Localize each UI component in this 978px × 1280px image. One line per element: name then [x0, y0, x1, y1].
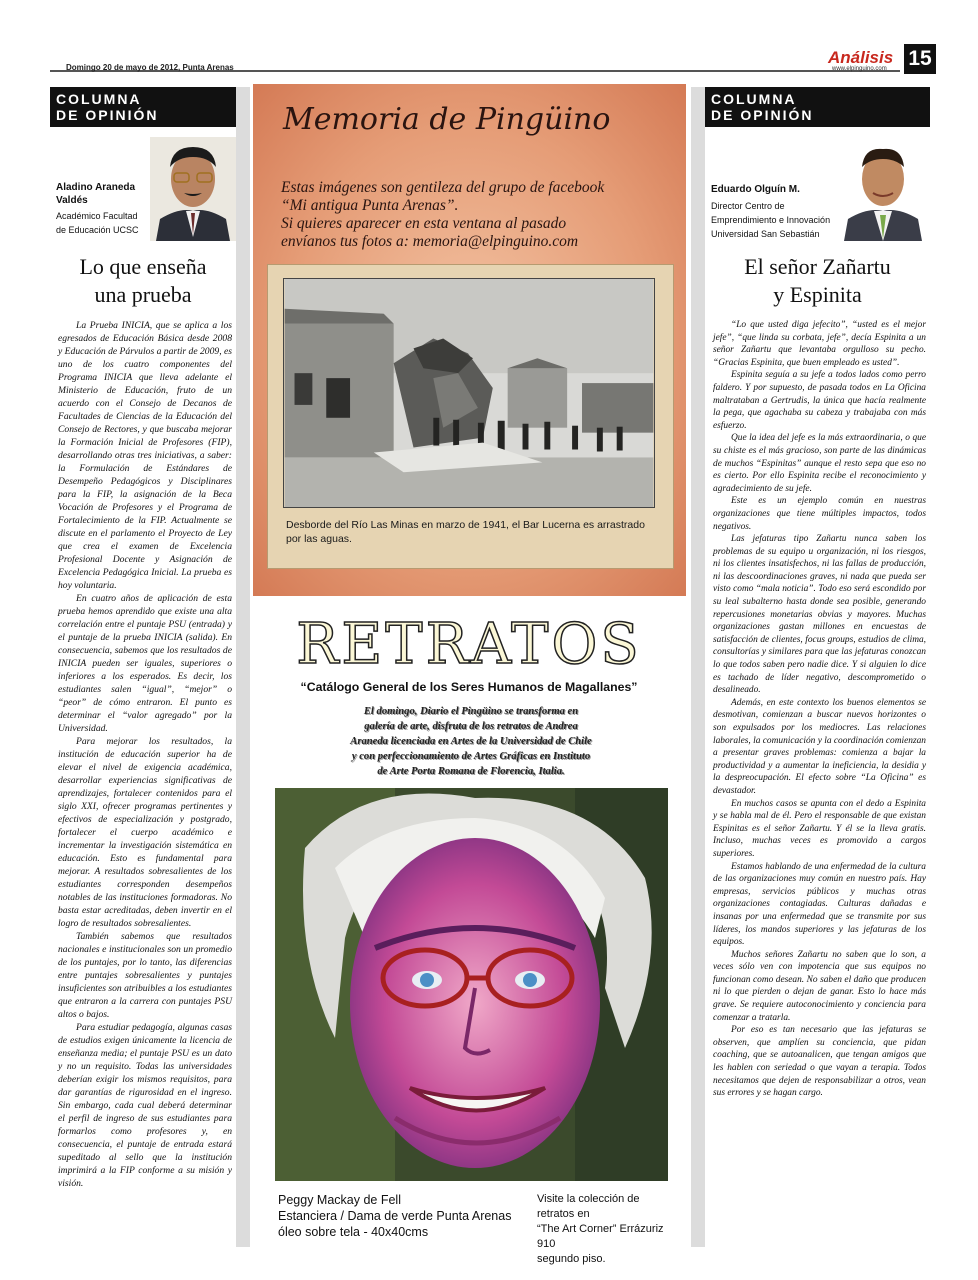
visit-caption-line: “The Art Corner” Errázuriz 910 [537, 1223, 664, 1250]
retratos-description [296, 704, 646, 779]
memoria-intro-line: envíanos tus fotos a: memoria@elpinguino.com [281, 233, 579, 250]
article-paragraph: También sabemos que resultados nacionales e institucionales son un promedio de los puntajes, por lo tanto, las diferencias entre puntajes sobresalientes y puntajes insuficientes son atribuibles a los estudiantes que entraron a la carrera con puntajes PSU altos o bajos. [58, 931, 233, 1020]
portrait-caption-line: Estanciera / Dama de verde Punta Arenas [278, 1209, 512, 1223]
right-author-photo [840, 137, 926, 241]
section-label-line: DE OPINIÓN [56, 107, 159, 123]
retratos-desc-line: y con perfeccionamiento de Artes Gráficas en Instituto [351, 751, 591, 762]
left-column-band [236, 87, 250, 1247]
left-opinion-column [50, 87, 236, 1247]
left-section-label [50, 87, 236, 127]
visit-caption-line: segundo piso. [537, 1253, 606, 1265]
brand-url[interactable]: www.elpinguino.com [832, 66, 887, 72]
painted-portrait [275, 788, 668, 1181]
old-photo-frame [267, 264, 674, 569]
right-author-name: Eduardo Olguín M. [711, 184, 800, 195]
section-label-line: DE OPINIÓN [711, 107, 814, 123]
right-headline [705, 253, 930, 309]
retratos-subtitle: “Catálogo General de los Seres Humanos de Magallanes” [300, 680, 638, 694]
left-headline [50, 253, 236, 309]
visit-caption-line: Visite la colección de retratos en [537, 1193, 640, 1220]
retratos-desc-line: galería de arte, disfruta de los retratos de Andrea [364, 721, 578, 732]
author-role-line: Académico Facultad [56, 211, 138, 221]
section-label-line: COLUMNA [711, 91, 797, 107]
left-author-name [56, 181, 156, 207]
article-paragraph: En muchos casos se apunta con el dedo a Espinita y se habla mal de él. Pero el responsable de que existan Espinitas es el señor Zañartu. Y él se la lleva gratis. Incluso, muchas veces es promovido a cargos superiores. [713, 798, 926, 859]
author-role-line: Emprendimiento e Innovación [711, 215, 831, 225]
article-paragraph: “Lo que usted diga jefecito”, “usted es el mejor jefe”, “que linda su corbata, jefe”, decía Espinita a un señor Zañartu que levantaba orgulloso su pecho. “Gracias Espinita, que buen empleado es usted”. [713, 320, 926, 368]
memoria-intro-line: “Mi antigua Punta Arenas”. [281, 197, 459, 214]
right-column-band [691, 87, 705, 1247]
retratos-desc-line: El domingo, Diario el Pingüino se transforma en [363, 706, 579, 717]
left-author-photo [150, 137, 236, 241]
article-paragraph: Las jefaturas tipo Zañartu nunca saben los problemas de su equipo u organización, ni los riesgos, ni los clientes insatisfechos, ni las fallas de producción, ni las descoordinaciones graves, ni nada que pueda ser visto como “mala noticia”. Todo eso será escondido por su leal subalterno hasta donde sea posible, generando repercusiones monetarias obvias y mayores. Muchas organizaciones gastan millones en encuestas de satisfacción de clientes, focus groups, estudios de clima, consultorías y similares para que las jefaturas conozcan lo que todos saben pero nadie dice. Y si alguien lo dice es tachado de líder negativo, descomprometido o desalineado. [713, 534, 926, 696]
article-paragraph: Para estudiar pedagogía, algunas casas de estudios exigen únicamente la licencia de enseñanza media; el puntaje PSU es un dato y no un requisito. Todas las universidades deberían exigir los mismos requisitos, para dar garantías de rigurosidad en el ingreso. Sin embargo, cada cual deberá determinar el perfil de ingreso de sus estudiantes para formarlos como profesores y, en consecuencia, el puntaje de entrada estará supeditado al sello que la institución imprimirá a la FIP conforme a su misión y visión. [58, 1022, 232, 1189]
article-paragraph: Este es un ejemplo común en nuestras organizaciones que tiene múltiples impactos, todos negativos. [713, 496, 926, 532]
right-author-block [705, 131, 930, 249]
left-author-block [50, 131, 236, 249]
right-author-role [711, 199, 841, 241]
headline-line: El señor Zañartu [744, 254, 891, 279]
memoria-intro-line: Si quieres aparecer en esta ventana al pasado [281, 215, 567, 232]
page-number: 15 [904, 44, 936, 74]
header-date: Domingo 20 de mayo de 2012, Punta Arenas [66, 63, 234, 72]
article-paragraph: Espinita seguía a su jefe a todos lados como perro faldero. Y por supuesto, de pasada todos en La Oficina maltrataban a Gertrudis, la única que hacía realmente la pega, que agachaba su cabeza y trabajaba con más esfuerzo. [713, 370, 926, 431]
article-paragraph: En cuatro años de aplicación de esta prueba hemos aprendido que existe una alta correlación entre el puntaje PSU (entrada) y el puntaje de la prueba INICIA (salida). En consecuencia, sabemos que los resultados de INICIA pueden ser iguales, superiores o inferiores a los esperados. Es decir, los estudiantes salen “igual”, “mejor” o “peor” de cómo entraron. El punto es determinar el “valor agregado” por la Universidad. [58, 593, 232, 734]
right-article-body [705, 319, 930, 1100]
article-paragraph: Para mejorar los resultados, la institución de educación superior ha de elevar el nivel de exigencia académica, desarrollar experiencias significativas de aprendizajes, fortalecer contenidos para el siglo XXI, ofrecer programas pertinentes y efectivos de especialización y postgrado, fortalecer el cuerpo académico e incrementar la investigación sistemática en educación. Esto es fundamental para mejorar. A resultados sobresalientes de los estudiantes corresponden desempeños notables de las instituciones formadoras. No basta estar acreditadas, deben invertir en el logro de resultados sobresalientes. [58, 736, 232, 929]
headline-line: una prueba [94, 282, 192, 307]
article-paragraph: Por eso es tan necesario que las jefaturas se observen, que amplíen su conciencia, que pidan coaching, que se autoanalicen, que tengan amigos que les hablen con seriedad o que vayan a terapia. Todos necesitamos que dejen de responsabilizar a otros, vean sus errores y se hagan cargo. [713, 1025, 926, 1099]
headline-line: Lo que enseña [79, 254, 207, 279]
headline-line: y Espinita [773, 282, 862, 307]
memoria-intro [281, 179, 681, 251]
portrait-caption-line: Peggy Mackay de Fell [278, 1193, 401, 1207]
right-opinion-column [705, 87, 930, 1247]
brand-logo[interactable]: Análisis [828, 48, 894, 67]
retratos-desc-line: de Arte Porta Romana de Florencia, Italia. [377, 766, 565, 777]
author-role-line: Director Centro de [711, 201, 785, 211]
old-photo-caption: Desborde del Río Las Minas en marzo de 1941, el Bar Lucerna es arrastrado por las aguas. [286, 519, 645, 545]
author-name-line: Valdés [56, 195, 88, 206]
page-header [50, 44, 935, 76]
retratos-desc-line: Araneda licenciada en Artes de la Universidad de Chile [350, 736, 592, 747]
article-paragraph: La Prueba INICIA, que se aplica a los egresados de Educación Básica desde 2008 y Educación de Párvulos a partir de 2009, es uno de los cuatro componentes del Programa INICIA que lleva adelante el Ministerio de Educación, fruto de un acuerdo con el Consejo de Decanos de Facultades de Ciencias de la Educación del Consejo de Rectores, y que buscaba mejorar la Formación Inicial de Profesores (FIP), desarrollando otras tres iniciativas, a saber: la Formulación de Estándares de Desempeño Pedagógicos y Disciplinares para la FIP, la asignación de la Beca Vocación de Profesores y el Programa de Fortalecimiento de la FIP. Actualmente se discute en el parlamento el Proyecto de Ley que crea el examen de Excelencia Profesional Docente y Asignación de Excelencia Pedagógica Inicial. La prueba es hoy voluntaria. [58, 320, 232, 591]
article-paragraph: Además, en este contexto los buenos elementos se desmotivan, comienzan a buscar nuevos horizontes o son expulsados por los mediocres. Las relaciones laborales, la comunicación y la coordinación comienzan a presentar graves problemas: comienza a bajar la productividad y a aumentar la ineficiencia, la desidia y la despreocupación. El efecto sobre “La Oficina” es devastador. [713, 697, 926, 796]
portrait-caption-line: óleo sobre tela - 40x40cms [278, 1225, 429, 1239]
author-role-line: de Educación UCSC [56, 225, 139, 235]
section-label-line: COLUMNA [56, 91, 142, 107]
memoria-intro-line: Estas imágenes son gentileza del grupo de facebook [281, 179, 605, 196]
portrait-caption [278, 1192, 523, 1240]
author-role-line: Universidad San Sebastián [711, 229, 820, 239]
memoria-title: Memoria de Pingüino [283, 102, 611, 137]
visit-caption [537, 1192, 677, 1267]
old-photo [283, 278, 655, 508]
article-paragraph: Muchos señores Zañartu no saben que lo son, a veces sólo ven con impotencia que sus equipos no funcionan como desean. No saben el daño que producen ni lo que pierden o dejan de ganar. Esto lo hace más grave. Se requiere autoconocimiento y conciencia para comenzar a tratarla. [713, 949, 926, 1023]
article-paragraph: Estamos hablando de una enfermedad de la cultura de las organizaciones muy común en nuestro país. Hay empresas, servicios públicos y muchas otras organizaciones contagiadas. Culturas dañadas e insanas por una enfermedad que se transmite por sus líderes, los mandos superiores y las jefaturas de los equipos. [713, 861, 926, 948]
author-name-line: Aladino Araneda [56, 182, 136, 193]
retratos-title: RETRATOS [296, 612, 642, 677]
memoria-box [253, 84, 686, 596]
article-paragraph: Que la idea del jefe es la más extraordinaria, o que su chiste es el más gracioso, son parte de las dinámicas de muchos “Espinitas” aunque el resto sepa que eso no es cierto. Por ello Espinita recibe el reconocimiento y agradecimiento de su jefe. [713, 433, 926, 494]
left-article-body [50, 319, 236, 1190]
right-section-label [705, 87, 930, 127]
